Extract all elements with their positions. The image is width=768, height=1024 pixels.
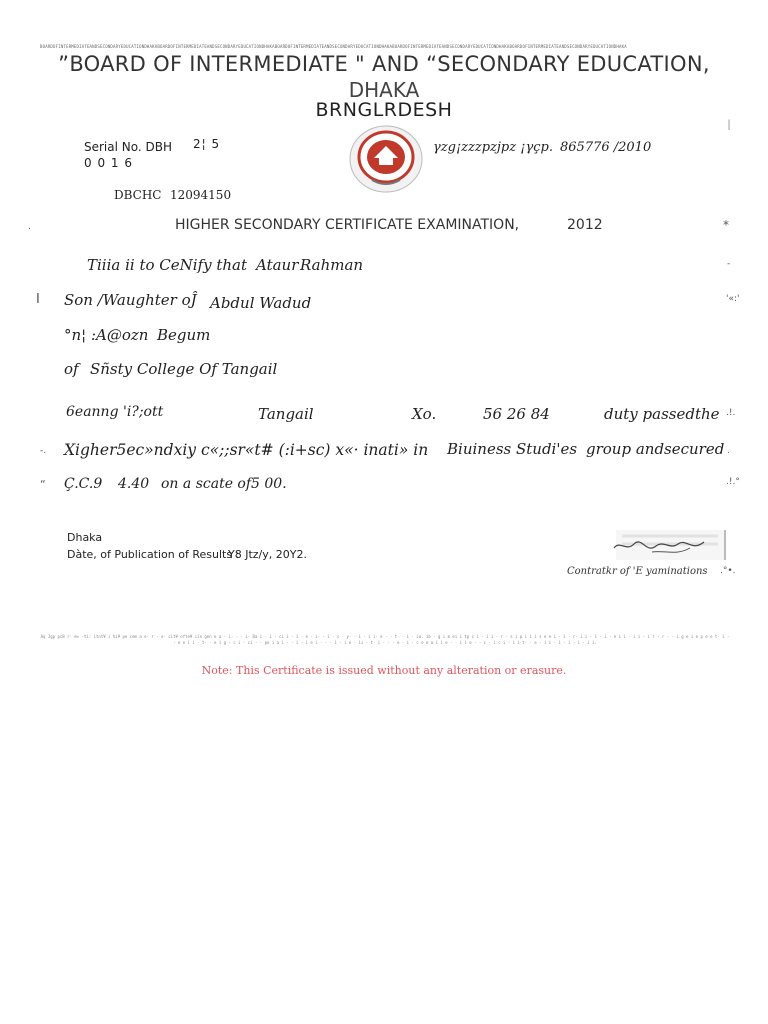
centre-name: Tangail xyxy=(258,405,314,423)
signature-stamp xyxy=(612,528,728,564)
dbchc-number: 12094150 xyxy=(170,188,232,202)
roll-number: 56 26 84 xyxy=(483,405,550,423)
board-city: DHAKA xyxy=(348,78,420,102)
serial-number: 0 0 1 6 xyxy=(84,156,133,170)
mother-name: Begum xyxy=(157,326,211,344)
group-name: Biuiness Studi'es xyxy=(447,440,578,458)
scale-text: on a scate of5 00. xyxy=(161,476,287,492)
margin-mark-left-exam: . xyxy=(28,222,31,232)
parent-prefix: Son /Waughter oĴ xyxy=(64,291,197,309)
margin-mark-top-right: I xyxy=(727,118,732,134)
margin-mark-right-parent: '«:' xyxy=(726,294,740,304)
board-seal-icon xyxy=(348,124,424,194)
mother-prefix: °n¦ :A@ozn xyxy=(64,326,149,344)
registration-number: 865776 /2010 xyxy=(560,140,652,155)
margin-mark-left-parent: I xyxy=(36,292,40,307)
centre-label: 6eanng 'i?;ott xyxy=(66,404,164,420)
publication-label: Dàte, of Publication of Results : xyxy=(67,548,240,561)
exam-garbled-text: Xigher5ec»ndxiy c«;;sr«t# (:i+sc) x«· inati» in xyxy=(64,441,429,459)
controller-title: Contratkr of 'E yaminations xyxy=(567,566,708,577)
margin-mark-right-centre: .!. xyxy=(726,408,736,418)
fine-print: Aq Jgp pc8 r· m« ·ti: itnt¥ i hi¥ pe cem a e· r · e· cit¥ ofte¥ iin gen e a · i· · · i· Ba i · i · ci i · i · e · i· · i · s · y· · i · i i· e · · t· · i · ia. ib · g i m ei i tp c i · i i · r · s i p i i i s e e i · i · r· i i · i · i · e i i · i i · i r · r · · i g e i e p e e t· i · · e e i i · t· · e i g · c i · ci · · pe i a i · · i · i e i · · · i · i e · ii · t· i · · · e · i · c e e a i i e · · i i e · · c · i c i · i i t· · e · i i · i · i · i · i i. xyxy=(40,634,730,645)
gpa-label: Ç.C.9 xyxy=(64,476,103,492)
exam-year: 2012 xyxy=(567,217,603,233)
publication-date: Y8 Jtz/y, 20Y2. xyxy=(228,548,307,561)
board-title: ”BOARD OF INTERMEDIATE " AND “SECONDARY EDUCATION, xyxy=(58,52,710,76)
gpa-value: 4.40 xyxy=(118,476,150,492)
passed-text: duty passedthe xyxy=(604,405,720,423)
margin-mark-right-name: - xyxy=(727,259,731,269)
serial-code: 2¦ 5 xyxy=(193,137,221,151)
college-prefix: of xyxy=(64,360,79,378)
margin-mark-right-exam: * xyxy=(723,218,729,232)
roll-label: Xo. xyxy=(412,405,437,423)
microtext-border-top: BOARDOFINTERMEDIATEANDSECONDARYEDUCATIONDHAKABOARDOFINTERMEDIATEANDSECONDARYEDUCATIONDHAKABOARDOFINTERMEDIATEANDSECONDARYEDUCATIONDHAKABOARDOFINTERMEDIATEANDSECONDARYEDUCATIONDHAKABOARDOFINTERMEDIATEANDSECONDARYEDUCATIONDHAKA xyxy=(40,44,627,49)
certify-prefix: Tiiia ii to CeNify that xyxy=(87,256,248,274)
group-secured-text: group andsecured xyxy=(586,440,725,458)
dbchc-label: DBCHC xyxy=(114,188,162,202)
exam-title: HIGHER SECONDARY CERTIFICATE EXAMINATION, xyxy=(175,217,520,233)
margin-mark-right-controller: .°•. xyxy=(720,566,736,576)
student-first-name: Ataur xyxy=(256,256,299,274)
place-text: Dhaka xyxy=(67,531,103,544)
margin-mark-left-gpa: “ xyxy=(40,478,46,491)
margin-mark-left-exam2: -. xyxy=(40,446,47,456)
registration-text: γzg¡zzzpzjpz ¡γçp. xyxy=(433,140,553,155)
certificate-note: Note: This Certificate is issued without any alteration or erasure. xyxy=(201,664,567,677)
board-country: BRNGLRDESH xyxy=(315,99,453,121)
margin-mark-right-exam2: . xyxy=(727,446,730,456)
father-name: Abdul Wadud xyxy=(210,294,312,312)
margin-mark-right-gpa: .!.° xyxy=(726,477,740,487)
student-last-name: Rahman xyxy=(300,256,364,274)
serial-label: Serial No. DBH xyxy=(84,140,173,154)
college-name: Sñsty College Of Tangail xyxy=(90,360,278,378)
